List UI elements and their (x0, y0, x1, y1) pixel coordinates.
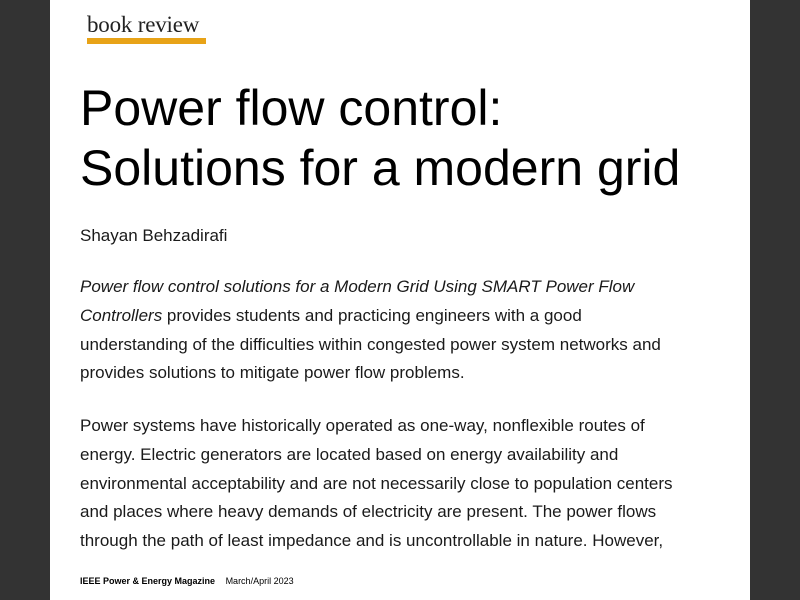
section-underline (87, 38, 206, 44)
document-page (50, 0, 750, 600)
paragraph-text: provides students and practicing engineers with a good (162, 305, 582, 325)
paragraph-line: and places where heavy demands of electricity are present. The power flows (80, 502, 657, 522)
section-label: book review (87, 12, 200, 37)
paragraph-line (80, 273, 720, 302)
paragraph-body (80, 412, 720, 564)
paragraph-line: through the path of least impedance and is uncontrollable in nature. However, (80, 531, 664, 551)
footer-issue-date: March/April 2023 (225, 576, 294, 586)
footer-magazine-name: IEEE Power & Energy Magazine (80, 576, 216, 586)
book-title-italic: Controllers (80, 305, 163, 325)
author-name: Shayan Behzadirafi (80, 226, 228, 245)
title-line-2: Solutions for a modern grid (80, 140, 681, 196)
title-line-1: Power flow control: (80, 80, 503, 136)
paragraph-line: understanding of the difficulties within congested power system networks and (80, 334, 661, 354)
paragraph-line (80, 302, 720, 331)
paragraph-line: energy. Electric generators are located based on energy availability and (80, 444, 619, 464)
paragraph-intro (80, 273, 720, 388)
book-title-italic: Power flow control solutions for a Modern Grid Using SMART Power Flow (80, 277, 635, 296)
paragraph-line: environmental acceptability and are not necessarily close to population centers (80, 473, 673, 493)
paragraph-line: provides solutions to mitigate power flow problems. (80, 363, 465, 383)
page-footer (80, 575, 294, 587)
article-title (80, 78, 740, 198)
paragraph-line: Power systems have historically operated as one-way, nonflexible routes of (80, 416, 645, 435)
